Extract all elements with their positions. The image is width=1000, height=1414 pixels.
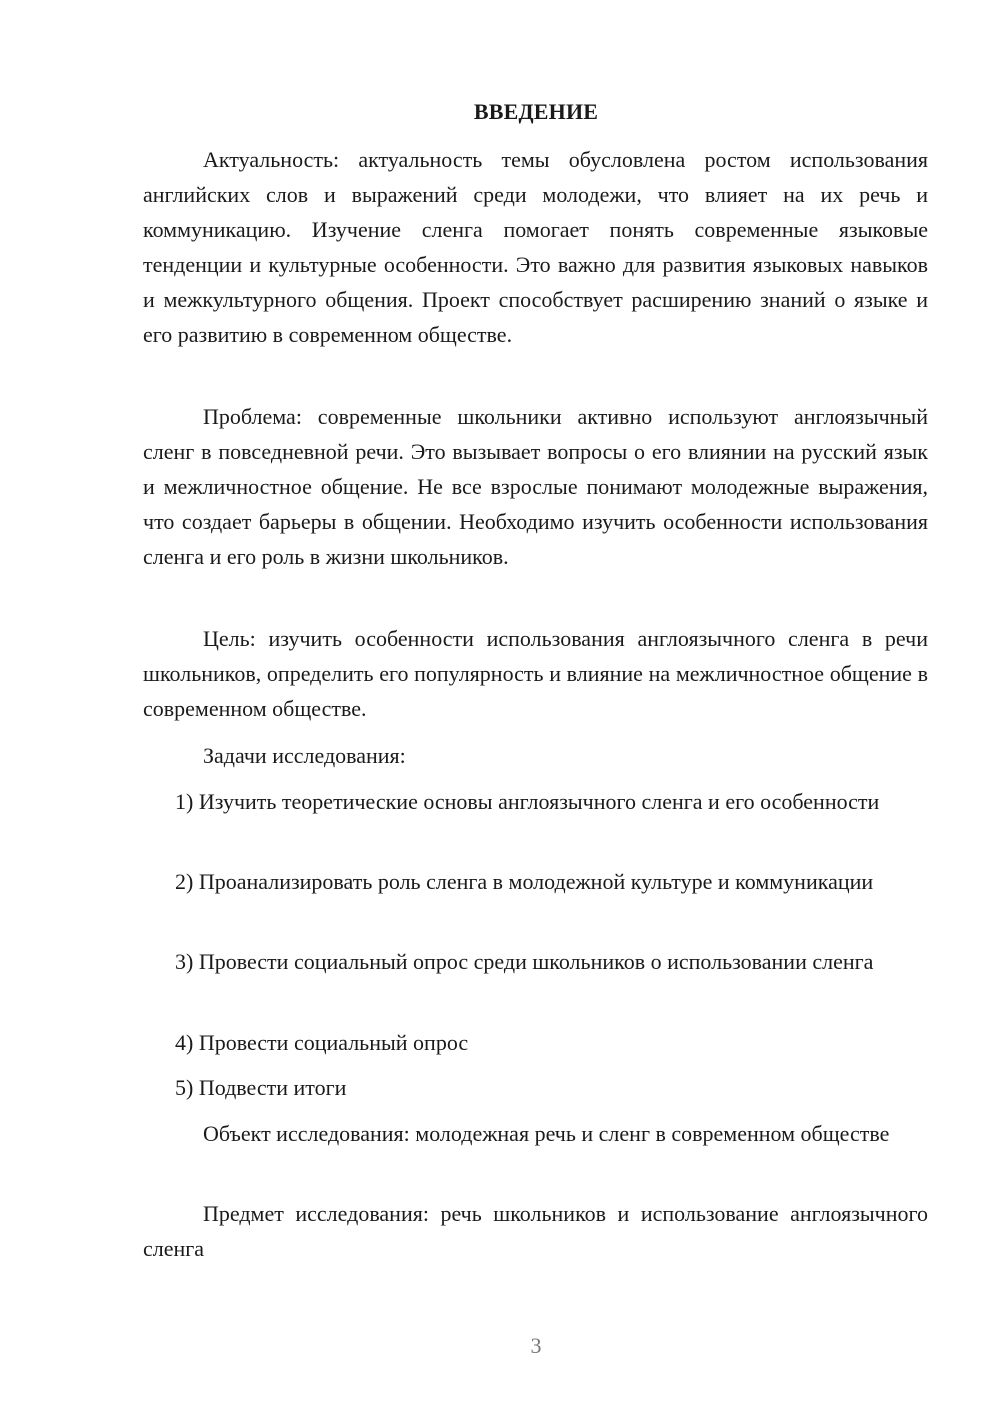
paragraph-subject: Предмет исследования: речь школьников и использование англоязычного сленга <box>143 1201 928 1261</box>
task-item-5: 5) Подвести итоги <box>175 1075 347 1100</box>
task-item-2: 2) Проанализировать роль сленга в молодежной культуре и коммуникации <box>175 869 874 894</box>
paragraph-relevance: Актуальность: актуальность темы обусловлена ростом использования английских слов и выражений среди молодежи, что влияет на их речь и коммуникацию. Изучение сленга помогает понять современные языковые тенденции и культурные особенности. Это важно для развития языковых навыков и межкультурного общения. Проект способствует расширению знаний о языке и его развитию в современном обществе. <box>143 147 928 347</box>
task-item-4: 4) Провести социальный опрос <box>175 1030 469 1055</box>
page-number: 3 <box>530 1333 542 1358</box>
paragraph-goal: Цель: изучить особенности использования англоязычного сленга в речи школьников, определить его популярность и влияние на межличностное общение в современном обществе. <box>143 626 928 721</box>
section-title: ВВЕДЕНИЕ <box>473 99 599 124</box>
paragraph-problem: Проблема: современные школьники активно используют англоязычный сленг в повседневной речи. Это вызывает вопросы о его влиянии на русский язык и межличностное общение. Не все взрослые понимают молодежные выражения, что создает барьеры в общении. Необходимо изучить особенности использования сленга и его роль в жизни школьников. <box>143 404 928 569</box>
tasks-heading: Задачи исследования: <box>203 743 406 768</box>
task-item-1: 1) Изучить теоретические основы англоязычного сленга и его особенности <box>175 789 880 814</box>
paragraph-object: Объект исследования: молодежная речь и сленг в современном обществе <box>203 1121 890 1146</box>
task-item-3: 3) Провести социальный опрос среди школьников о использовании сленга <box>175 949 874 974</box>
